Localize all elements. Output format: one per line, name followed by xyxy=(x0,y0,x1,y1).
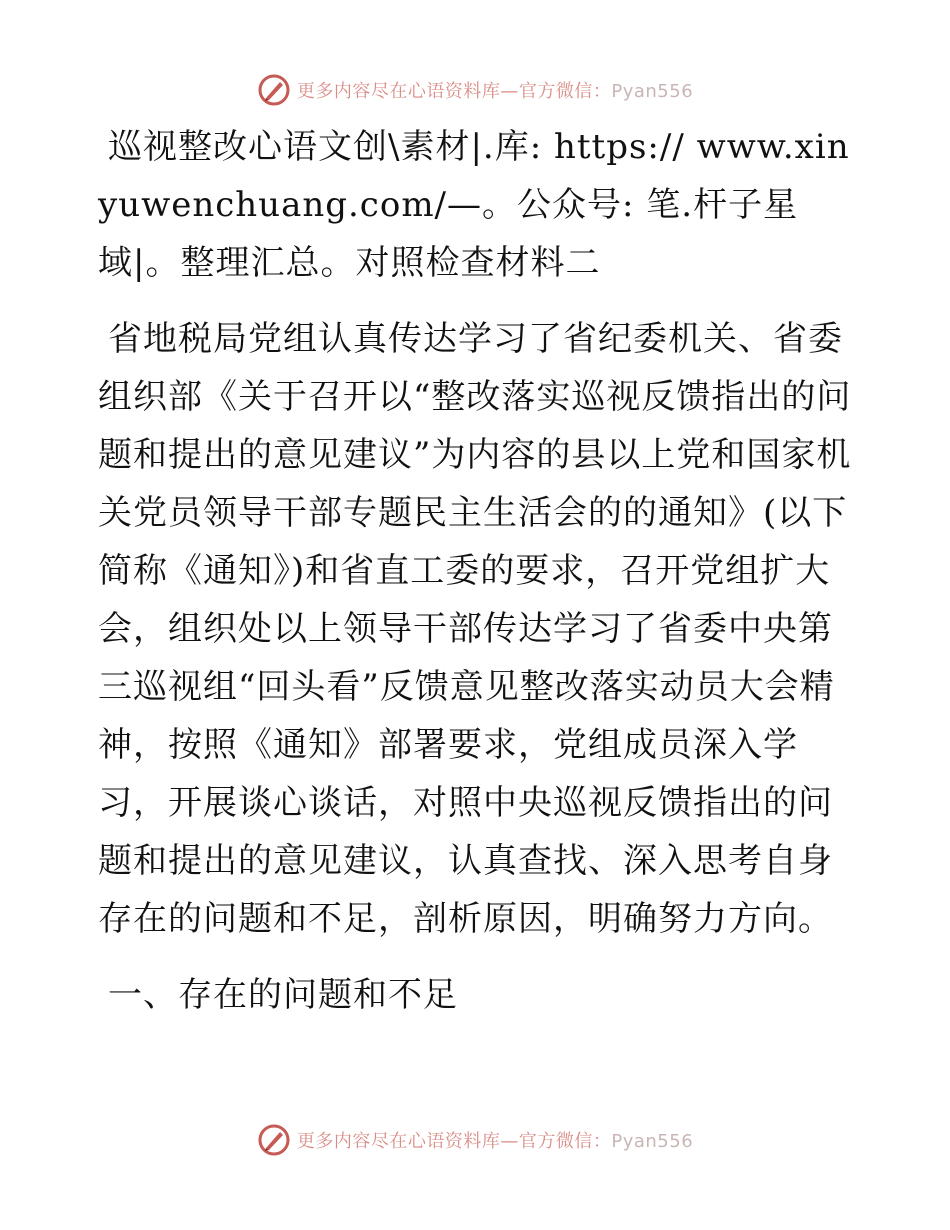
intro-paragraph: 巡视整改心语文创\素材|.库: https:// www.xinyuwenchuang.com/—。公众号: 笔.杆子星域|。整理汇总。对照检查材料二 xyxy=(98,127,850,283)
banner-text xyxy=(297,77,693,103)
footer-watermark-banner xyxy=(0,1120,950,1160)
banner-text xyxy=(297,1127,693,1153)
header-watermark-banner xyxy=(0,70,950,110)
banner-caption: 更多内容尽在心语资料库—官方微信： xyxy=(296,1131,612,1152)
banner-handle: Pyan556 xyxy=(611,1131,694,1152)
document-body xyxy=(98,118,858,1024)
quill-logo-icon xyxy=(257,1123,291,1157)
body-paragraph: 省地税局党组认真传达学习了省纪委机关、省委组织部《关于召开以“整改落实巡视反馈指出的问题和提出的意见建议”为内容的县以上党和国家机关党员领导干部专题民主生活会的的通知》(以下简称《通知》)和省直工委的要求，召开党组扩大会，组织处以上领导干部传达学习了省委中央第三巡视组“回头看”反馈意见整改落实动员大会精神，按照《通知》部署要求，党组成员深入学习，开展谈心谈话，对照中央巡视反馈指出的问题和提出的意见建议，认真查找、深入思考自身存在的问题和不足，剖析原因，明确努力方向。 xyxy=(98,319,852,939)
section-heading: 一、存在的问题和不足 xyxy=(108,975,458,1015)
banner-handle: Pyan556 xyxy=(611,81,694,102)
quill-logo-icon xyxy=(257,73,291,107)
banner-caption: 更多内容尽在心语资料库—官方微信： xyxy=(296,81,612,102)
